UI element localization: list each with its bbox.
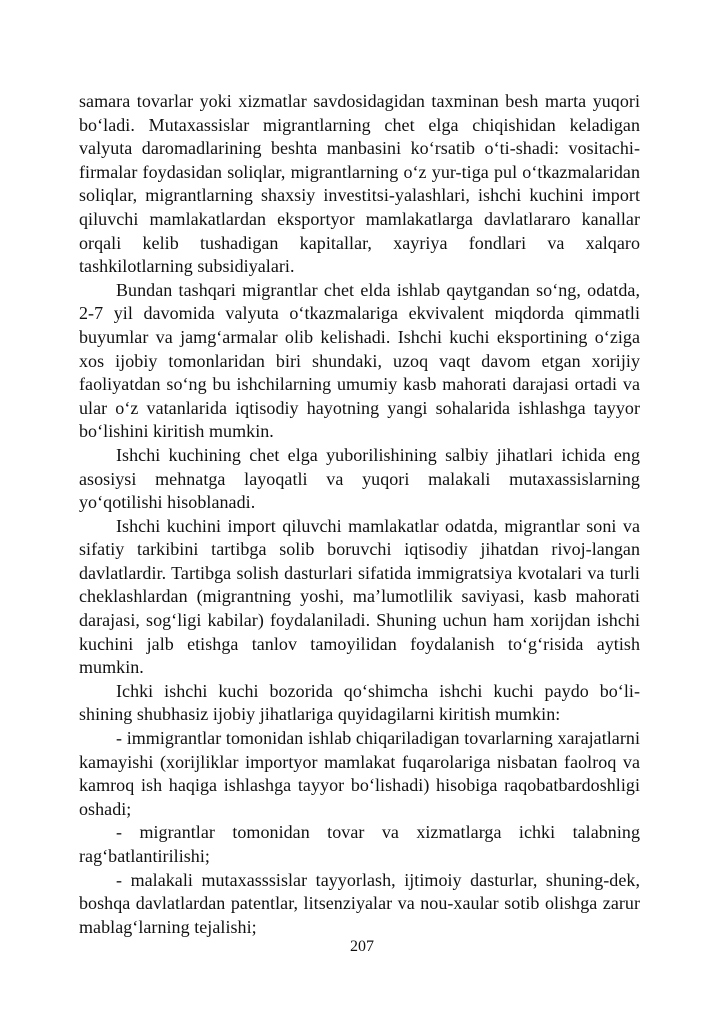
paragraph-2: Bundan tashqari migrantlar chet elda ishlab qaytgandan so‘ng, odatda, 2-7 yil davomida valyuta o‘tkazmalariga ekvivalent miqdorda qimmatli buyumlar va jamg‘armalar olib kelishadi. Ishchi kuchi eksportining o‘ziga xos ijobiy tomonlaridan biri shundaki, uzoq vaqt davom etgan xorijiy faoliyatdan so‘ng bu ishchilarning umumiy kasb mahorati darajasi ortadi va ular o‘z vatanlarida iqtisodiy hayotning yangi sohalarida ishlashga tayyor bo‘lishini kiritish mumkin. bbox=[79, 279, 640, 442]
list-item-1: - immigrantlar tomonidan ishlab chiqariladigan tovarlarning xarajatlarni kamayishi (xorijliklar importyor mamlakat fuqarolariga nisbatan faolroq va kamroq ish haqiga ishlashga tayyor bo‘lishadi) hisobiga raqobatbardoshligi oshadi; bbox=[79, 728, 640, 819]
page-number: 207 bbox=[350, 938, 374, 955]
list-item-3: - malakali mutaxasssislar tayyorlash, ijtimoiy dasturlar, shuning-dek, boshqa davlatlardan patentlar, litsenziyalar va nou-xaular sotib olishga zarur mablag‘larning tejalishi; bbox=[79, 869, 640, 937]
paragraph-3: Ishchi kuchining chet elga yuborilishining salbiy jihatlari ichida eng asosiysi mehnatga layoqatli va yuqori malakali mutaxassislarning yo‘qotilishi hisoblanadi. bbox=[79, 444, 640, 513]
paragraph-1: samara tovarlar yoki xizmatlar savdosidagidan taxminan besh marta yuqori bo‘ladi. Mutaxassislar migrantlarning chet elga chiqishidan keladigan valyuta daromadlarining beshta manbasini ko‘rsatib o‘ti-shadi: vositachi-firmalar foydasidan soliqlar, migrantlarning o‘z yur-tiga pul o‘tkazmalaridan soliqlar, migrantlarning shaxsiy investitsi-yalashlari, ishchi kuchini import qiluvchi mamlakatlardan eksportyor mamlakatlarga davlatlararo kanallar orqali kelib tushadigan kapitallar, xayriya fondlari va xalqaro tashkilotlarning subsidiyalari. bbox=[79, 91, 640, 277]
page-body bbox=[79, 90, 640, 939]
paragraph-4: Ishchi kuchini import qiluvchi mamlakatlar odatda, migrantlar soni va sifatiy tarkibini tartibga solib boruvchi iqtisodiy jihatdan rivoj-langan davlatlardir. Tartibga solish dasturlari sifatida immigratsiya kvotalari va turli cheklashlardan (migrantning yoshi, ma’lumotlilik saviyasi, kasb mahorati darajasi, sog‘ligi kabilar) foydalaniladi. Shuning uchun ham xorijdan ishchi kuchini jalb etishga tanlov tamoyilidan foydalanish to‘g‘risida aytish mumkin. bbox=[79, 515, 640, 678]
paragraph-5: Ichki ishchi kuchi bozorida qo‘shimcha ishchi kuchi paydo bo‘li-shining shubhasiz ijobiy jihatlariga quyidagilarni kiritish mumkin: bbox=[79, 680, 640, 725]
list-item-2: - migrantlar tomonidan tovar va xizmatlarga ichki talabning rag‘batlantirilishi; bbox=[79, 822, 640, 866]
